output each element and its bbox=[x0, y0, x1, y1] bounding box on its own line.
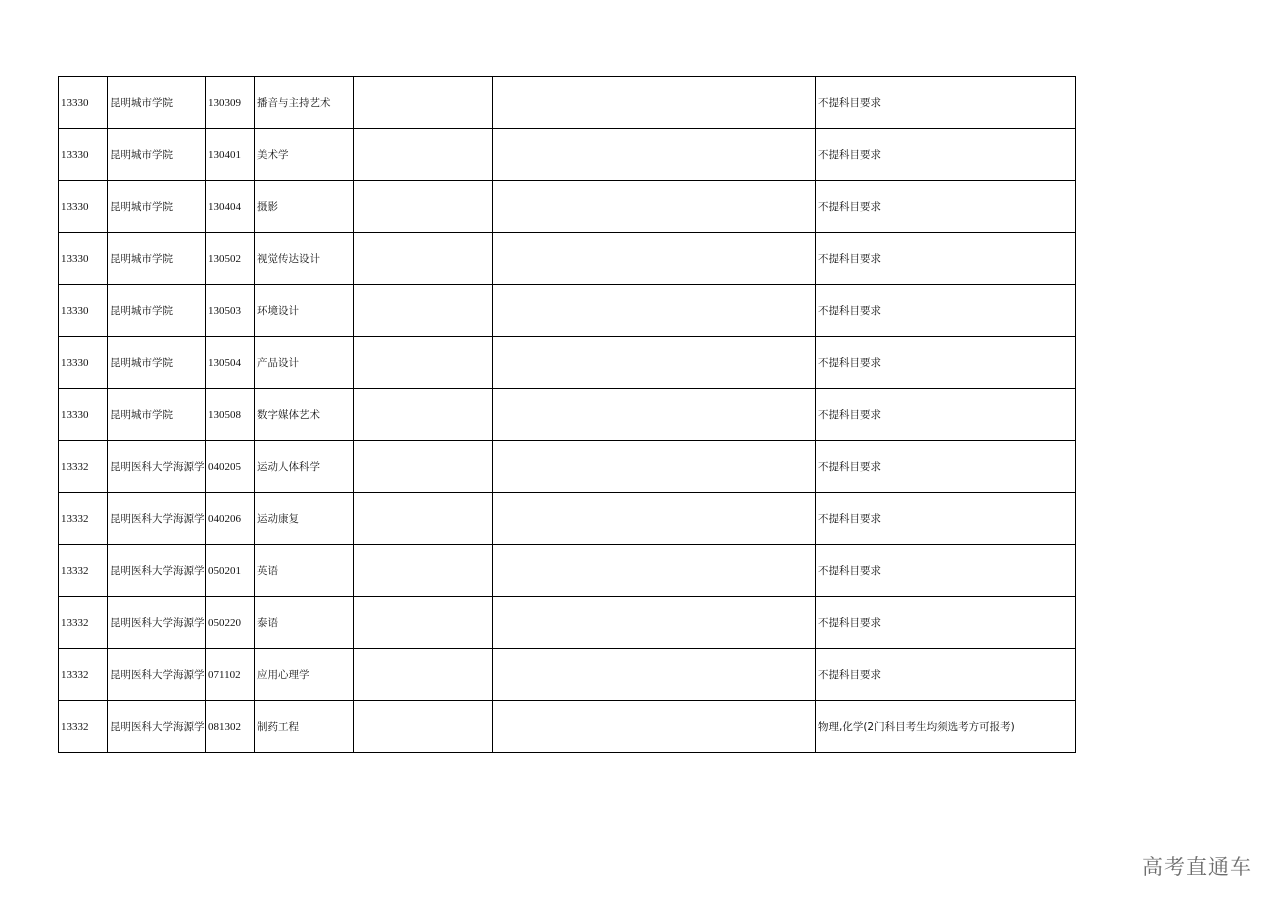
school-name-cell: 昆明医科大学海源学 bbox=[108, 493, 206, 545]
major-code-cell: 130309 bbox=[206, 77, 255, 129]
empty-cell bbox=[354, 441, 493, 493]
subject-requirement-cell: 不提科目要求 bbox=[816, 233, 1076, 285]
empty-cell bbox=[354, 649, 493, 701]
subject-requirement-cell: 物理,化学(2门科目考生均须选考方可报考) bbox=[816, 701, 1076, 753]
empty-cell bbox=[493, 285, 816, 337]
major-name-cell: 美术学 bbox=[255, 129, 354, 181]
empty-cell bbox=[354, 701, 493, 753]
school-code-cell: 13332 bbox=[59, 597, 108, 649]
major-code-cell: 130504 bbox=[206, 337, 255, 389]
subject-requirement-cell: 不提科目要求 bbox=[816, 337, 1076, 389]
subject-requirement-cell: 不提科目要求 bbox=[816, 493, 1076, 545]
major-name-cell: 应用心理学 bbox=[255, 649, 354, 701]
table-row bbox=[59, 493, 1076, 545]
empty-cell bbox=[354, 77, 493, 129]
watermark-text: 高考直通车 bbox=[1142, 855, 1252, 879]
school-code-cell: 13330 bbox=[59, 181, 108, 233]
school-code-cell: 13332 bbox=[59, 545, 108, 597]
subject-requirement-cell: 不提科目要求 bbox=[816, 129, 1076, 181]
major-code-cell: 130502 bbox=[206, 233, 255, 285]
school-name-cell: 昆明城市学院 bbox=[108, 285, 206, 337]
major-code-cell: 050201 bbox=[206, 545, 255, 597]
school-code-cell: 13330 bbox=[59, 129, 108, 181]
major-name-cell: 运动人体科学 bbox=[255, 441, 354, 493]
table-row bbox=[59, 701, 1076, 753]
table-body bbox=[59, 77, 1076, 753]
major-code-cell: 071102 bbox=[206, 649, 255, 701]
empty-cell bbox=[354, 285, 493, 337]
major-code-cell: 130503 bbox=[206, 285, 255, 337]
school-name-cell: 昆明医科大学海源学 bbox=[108, 597, 206, 649]
school-code-cell: 13330 bbox=[59, 77, 108, 129]
major-name-cell: 英语 bbox=[255, 545, 354, 597]
table-row bbox=[59, 285, 1076, 337]
major-name-cell: 视觉传达设计 bbox=[255, 233, 354, 285]
table-row bbox=[59, 233, 1076, 285]
school-name-cell: 昆明城市学院 bbox=[108, 77, 206, 129]
major-name-cell: 制药工程 bbox=[255, 701, 354, 753]
empty-cell bbox=[493, 77, 816, 129]
empty-cell bbox=[493, 337, 816, 389]
school-name-cell: 昆明城市学院 bbox=[108, 129, 206, 181]
empty-cell bbox=[493, 649, 816, 701]
major-name-cell: 产品设计 bbox=[255, 337, 354, 389]
major-code-cell: 081302 bbox=[206, 701, 255, 753]
school-name-cell: 昆明医科大学海源学 bbox=[108, 441, 206, 493]
empty-cell bbox=[354, 545, 493, 597]
subject-requirement-cell: 不提科目要求 bbox=[816, 441, 1076, 493]
major-name-cell: 环境设计 bbox=[255, 285, 354, 337]
empty-cell bbox=[493, 597, 816, 649]
table-row bbox=[59, 545, 1076, 597]
school-name-cell: 昆明城市学院 bbox=[108, 233, 206, 285]
major-code-cell: 040206 bbox=[206, 493, 255, 545]
subject-requirement-cell: 不提科目要求 bbox=[816, 77, 1076, 129]
school-name-cell: 昆明医科大学海源学 bbox=[108, 545, 206, 597]
school-code-cell: 13332 bbox=[59, 701, 108, 753]
subject-requirement-cell: 不提科目要求 bbox=[816, 181, 1076, 233]
table-row bbox=[59, 597, 1076, 649]
subject-requirement-cell: 不提科目要求 bbox=[816, 389, 1076, 441]
subject-requirement-cell: 不提科目要求 bbox=[816, 285, 1076, 337]
table-row bbox=[59, 129, 1076, 181]
school-name-cell: 昆明医科大学海源学 bbox=[108, 649, 206, 701]
major-code-cell: 130404 bbox=[206, 181, 255, 233]
school-name-cell: 昆明城市学院 bbox=[108, 181, 206, 233]
major-code-cell: 050220 bbox=[206, 597, 255, 649]
major-name-cell: 摄影 bbox=[255, 181, 354, 233]
school-code-cell: 13330 bbox=[59, 389, 108, 441]
school-code-cell: 13332 bbox=[59, 493, 108, 545]
major-name-cell: 播音与主持艺术 bbox=[255, 77, 354, 129]
table-row bbox=[59, 389, 1076, 441]
empty-cell bbox=[354, 597, 493, 649]
school-name-cell: 昆明城市学院 bbox=[108, 389, 206, 441]
school-code-cell: 13332 bbox=[59, 649, 108, 701]
empty-cell bbox=[493, 701, 816, 753]
subject-requirement-cell: 不提科目要求 bbox=[816, 649, 1076, 701]
empty-cell bbox=[354, 181, 493, 233]
major-code-cell: 040205 bbox=[206, 441, 255, 493]
school-name-cell: 昆明城市学院 bbox=[108, 337, 206, 389]
school-name-cell: 昆明医科大学海源学 bbox=[108, 701, 206, 753]
empty-cell bbox=[493, 493, 816, 545]
empty-cell bbox=[354, 129, 493, 181]
empty-cell bbox=[493, 389, 816, 441]
major-name-cell: 数字媒体艺术 bbox=[255, 389, 354, 441]
empty-cell bbox=[493, 233, 816, 285]
school-code-cell: 13332 bbox=[59, 441, 108, 493]
major-name-cell: 泰语 bbox=[255, 597, 354, 649]
empty-cell bbox=[493, 545, 816, 597]
major-code-cell: 130401 bbox=[206, 129, 255, 181]
table-row bbox=[59, 649, 1076, 701]
empty-cell bbox=[493, 129, 816, 181]
major-code-cell: 130508 bbox=[206, 389, 255, 441]
table-row bbox=[59, 337, 1076, 389]
empty-cell bbox=[354, 389, 493, 441]
empty-cell bbox=[354, 337, 493, 389]
subject-requirements-table bbox=[58, 76, 1076, 753]
subject-requirement-cell: 不提科目要求 bbox=[816, 597, 1076, 649]
empty-cell bbox=[354, 493, 493, 545]
empty-cell bbox=[493, 181, 816, 233]
school-code-cell: 13330 bbox=[59, 337, 108, 389]
table-row bbox=[59, 181, 1076, 233]
table-row bbox=[59, 77, 1076, 129]
school-code-cell: 13330 bbox=[59, 233, 108, 285]
table-row bbox=[59, 441, 1076, 493]
major-name-cell: 运动康复 bbox=[255, 493, 354, 545]
subject-requirement-cell: 不提科目要求 bbox=[816, 545, 1076, 597]
school-code-cell: 13330 bbox=[59, 285, 108, 337]
empty-cell bbox=[354, 233, 493, 285]
empty-cell bbox=[493, 441, 816, 493]
